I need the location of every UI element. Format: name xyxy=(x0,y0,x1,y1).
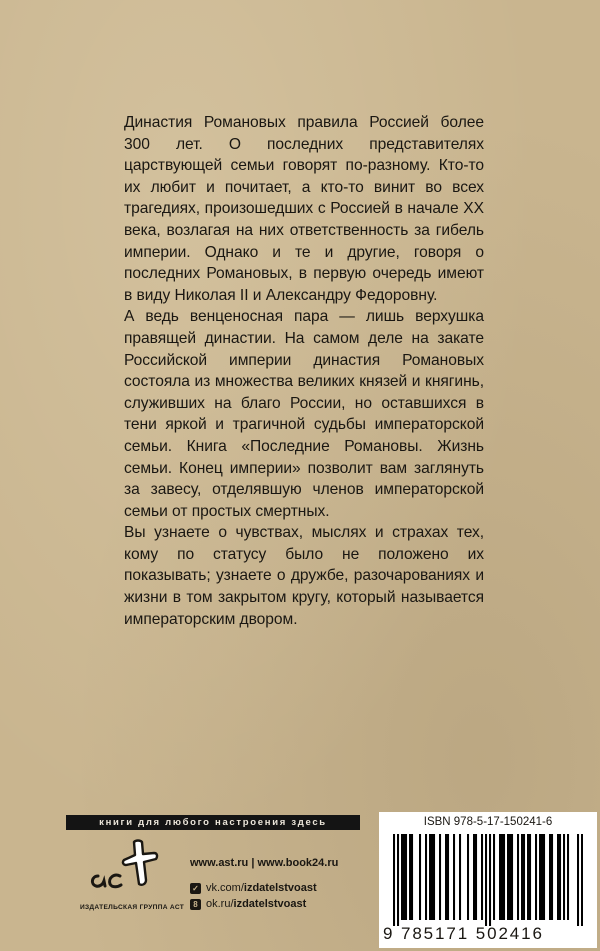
ok-icon: 8 xyxy=(190,899,201,910)
barcode-bar xyxy=(405,834,407,920)
barcode-bar xyxy=(557,834,559,920)
barcode-bar xyxy=(403,834,405,920)
barcode-bar xyxy=(401,834,403,920)
barcode-bar xyxy=(447,834,449,920)
barcode-bar xyxy=(411,834,413,920)
barcode-bar xyxy=(433,834,435,920)
barcode-bar xyxy=(499,834,501,920)
barcode-bar xyxy=(503,834,505,920)
barcode-bar xyxy=(577,834,579,926)
ok-link[interactable] xyxy=(190,898,306,910)
barcode-bar xyxy=(529,834,531,920)
barcode-bar xyxy=(535,834,537,920)
barcode-bar xyxy=(549,834,551,920)
barcode-bar xyxy=(393,834,395,926)
barcode-digits: 9 785171 502416 xyxy=(383,924,544,943)
publisher-name: ИЗДАТЕЛЬСКАЯ ГРУППА АСТ xyxy=(79,904,185,911)
barcode-bars xyxy=(393,834,583,926)
barcode-bar xyxy=(501,834,503,920)
barcode-bar xyxy=(559,834,561,920)
barcode-bar xyxy=(419,834,421,920)
barcode-bar xyxy=(489,834,491,926)
barcode-bar xyxy=(459,834,461,920)
barcode-bar xyxy=(481,834,483,920)
barcode-bar xyxy=(397,834,399,926)
barcode-bar xyxy=(425,834,427,920)
barcode-bar xyxy=(551,834,553,920)
barcode-bar xyxy=(511,834,513,920)
barcode-bar xyxy=(527,834,529,920)
annotation-paragraph-3: Вы узнаете о чувствах, мыслях и страхах тех, кому по статусу было не положено их показывать; узнаете о дружбе, разочарованиях и жизни в том закрытом кругу, который называется императорским двором. xyxy=(124,524,484,628)
barcode-bar xyxy=(475,834,477,920)
barcode-bar xyxy=(429,834,431,920)
ok-prefix: ok.ru/ xyxy=(206,898,234,910)
website-links[interactable]: www.ast.ru | www.book24.ru xyxy=(190,857,339,869)
barcode-bar xyxy=(439,834,441,920)
annotation-paragraph-1: Династия Романовых правила Россией более 300 лет. О последних представителях царствующей семьи говорят по-разному. Кто-то их любит и почитает, а кто-то винит во всех трагедиях, произошедших с Россией в начале XX века, возлагая на них ответственность за гибель империи. Однако и те и другие, говоря о последних Романовых, в первую очередь имеют в виду Николая II и Александру Федоровну. xyxy=(124,114,484,304)
barcode-bar xyxy=(517,834,519,920)
barcode-bar xyxy=(509,834,511,920)
barcode-bar xyxy=(507,834,509,920)
ast-logo xyxy=(84,838,166,898)
barcode-bar xyxy=(543,834,545,920)
vk-icon: ✓ xyxy=(190,883,201,894)
barcode-bar xyxy=(409,834,411,920)
barcode-bar xyxy=(541,834,543,920)
barcode-bar xyxy=(445,834,447,920)
vk-link[interactable] xyxy=(190,882,317,894)
barcode-bar xyxy=(453,834,455,920)
barcode-bar xyxy=(473,834,475,920)
barcode-bar xyxy=(523,834,525,920)
vk-handle: izdatelstvoast xyxy=(243,882,317,894)
barcode-bar xyxy=(539,834,541,920)
annotation-text xyxy=(124,112,484,630)
slogan-bar: книги для любого настроения здесь xyxy=(66,815,360,830)
barcode-bar xyxy=(581,834,583,926)
barcode-bar xyxy=(563,834,565,920)
vk-prefix: vk.com/ xyxy=(206,882,244,894)
isbn-label: ISBN 978-5-17-150241-6 xyxy=(423,816,553,828)
barcode-bar xyxy=(431,834,433,920)
barcode-bar xyxy=(493,834,495,920)
barcode-bar xyxy=(467,834,469,920)
barcode-bar xyxy=(485,834,487,926)
barcode-bar xyxy=(521,834,523,920)
barcode-bar xyxy=(567,834,569,920)
ok-handle: izdatelstvoast xyxy=(233,898,307,910)
barcode-box xyxy=(379,812,597,948)
annotation-paragraph-2: А ведь венценосная пара — лишь верхушка правящей династии. На самом деле на закате Российской империи династия Романовых состояла из множества великих князей и княгинь, служивших на благо России, но оставшихся в тени яркой и трагичной судьбы императорской семьи. Книга «Последние Романовы. Жизнь семьи. Конец империи» позволит вам заглянуть за завесу, отделявшую членов императорской семьи от простых смертных. xyxy=(124,308,484,520)
